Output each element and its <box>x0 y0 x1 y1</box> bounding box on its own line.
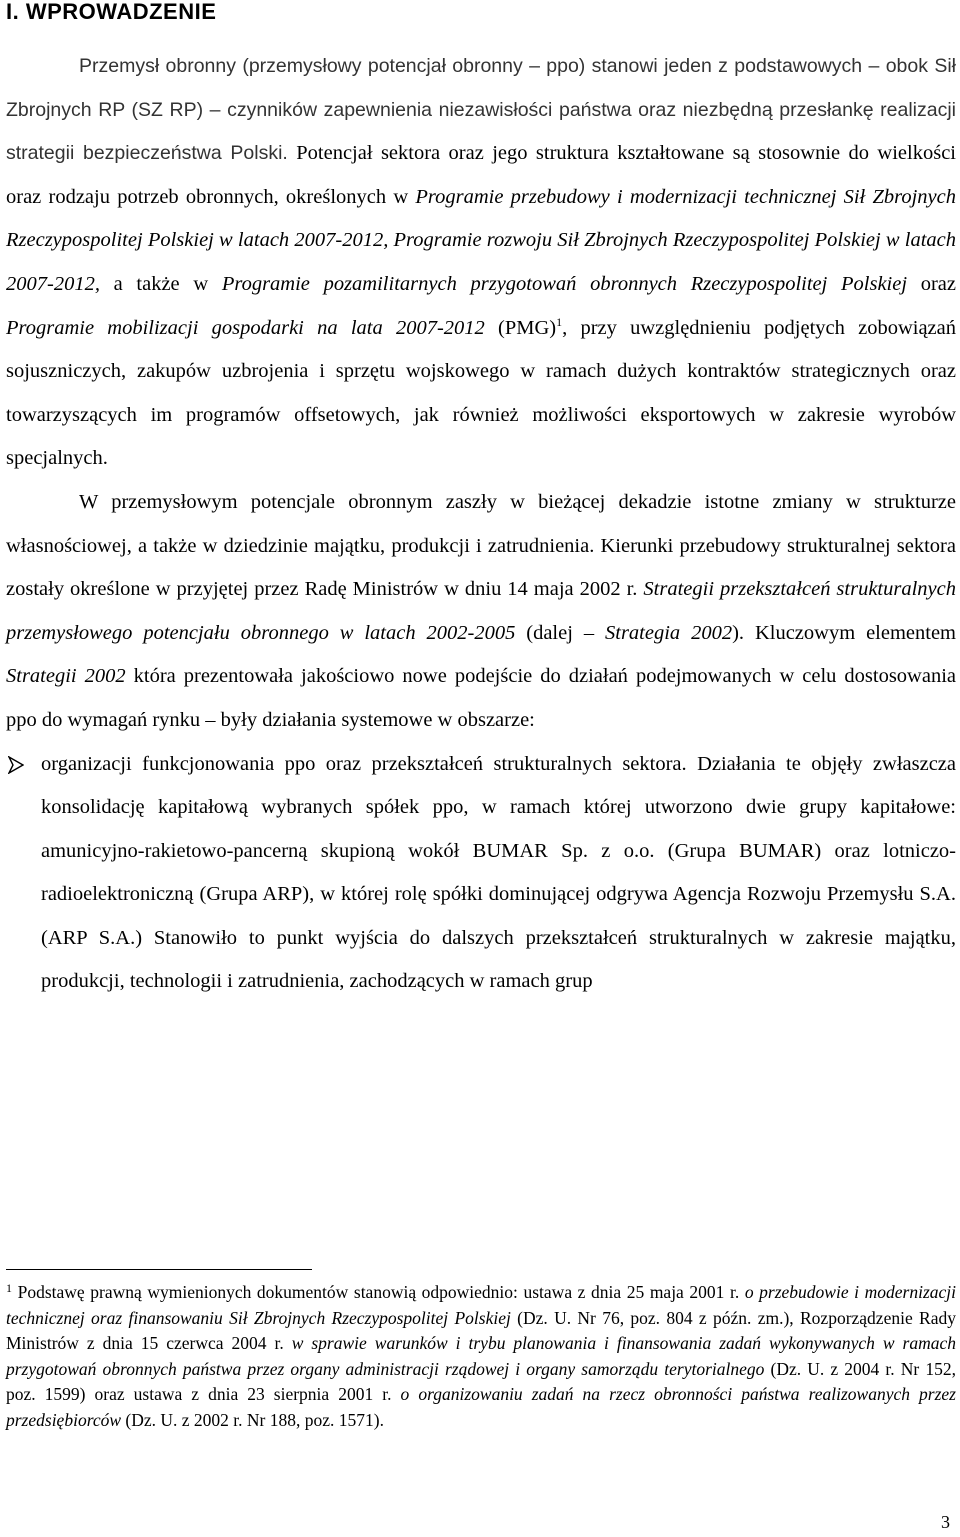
paragraph-1-sentence-1: Przemysł obronny (przemysłowy potencjał obronny – ppo) stanowi jeden z podstawowych – obok Sił Zbrojnych RP (SZ RP) – czynników zapewnienia niezawisłości państwa oraz niezbędną przesłankę realizacji strategii bezpieczeństwa Polski. <box>6 55 956 165</box>
footnote-separator <box>6 1269 312 1270</box>
footnote-number: 1 <box>6 1281 12 1295</box>
list-item-text: organizacji funkcjonowania ppo oraz przekształceń strukturalnych sektora. Działania te objęły zwłaszcza konsolidację kapitałową wybranych spółek ppo, w ramach której utworzono dwie grupy kapitałowe: amunicyjno-rakietowo-pancerną skupioną wokół BUMAR Sp. z o.o. (Grupa BUMAR) oraz lotniczo-radioelektroniczną (Grupa ARP), w której rolę spółki dominującej odgrywa Agencja Rozwoju Przemysłu S.A. (ARP S.A.) Stanowiło to punkt wyjścia do dalszych przekształceń strukturalnych w zakresie majątku, produkcji, technologii i zatrudnienia, zachodzących w ramach grup <box>41 752 956 993</box>
paragraph-2: W przemysłowym potencjale obronnym zaszły w bieżącej dekadzie istotne zmiany w strukturze własnościowej, a także w dziedzinie majątku, produkcji i zatrudnienia. Kierunki przebudowy strukturalnej sektora zostały określone w przyjętej przez Radę Ministrów w dniu 14 maja 2002 r. Strategii przekształceń strukturalnych przemysłowego potencjału obronnego w latach 2002-2005 (dalej – Strategia 2002). Kluczowym elementem Strategii 2002 która prezentowała jakościowo nowe podejście do działań podejmowanych w celu dostosowania ppo do wymagań rynku – były działania systemowe w obszarze: <box>6 490 957 731</box>
list-item <box>6 743 956 1005</box>
bullet-list <box>6 743 956 1005</box>
footnote: $^1$ Podstawę prawną wymienionych dokumentów stanowią odpowiednio: ustawa z dnia 25 maja 2001 r. o przebudowie i modernizacji technicznej oraz finansowaniu Sił Zbrojnych Rzeczypospolitej Polskiej (Dz. U. Nr 76, poz. 804 z późn. zm.), Rozporządzenie Rady Ministrów z dnia 15 czerwca 2004 r. w sprawie warunków i trybu planowania i finansowania zadań wykonywanych w ramach przygotowań obronnych państwa przez organy administracji rządowej i organy samorządu terytorialnego (Dz. U. z 2004 r. Nr 152, poz. 1599) oraz ustawa z dnia 23 sierpnia 2001 r. o organizowaniu zadań na rzecz obronności państwa realizowanych przez przedsiębiorców (Dz. U. z 2002 r. Nr 188, poz. 1571). <box>6 1281 957 1430</box>
paragraph-1: Przemysł obronny (przemysłowy potencjał obronny – ppo) stanowi jeden z podstawowych – obok Sił Zbrojnych RP (SZ RP) – czynników zapewnienia niezawisłości państwa oraz niezbędną przesłankę realizacji strategii bezpieczeństwa Polski. Potencjał sektora oraz jego struktura kształtowane są stosownie do wielkości oraz rodzaju potrzeb obronnych, określonych w Programie przebudowy i modernizacji technicznej Sił Zbrojnych Rzeczypospolitej Polskiej w latach 2007-2012, Programie rozwoju Sił Zbrojnych Rzeczypospolitej Polskiej w latach 2007-2012, a także w Programie pozamilitarnych przygotowań obronnych Rzeczypospolitej Polskiej oraz Programie mobilizacji gospodarki na lata 2007-2012 (PMG)$^1$, przy uwzględnieniu podjętych zobowiązań sojuszniczych, zakupów uzbrojenia i sprzętu wojskowego w ramach dużych kontraktów strategicznych oraz towarzyszących im programów offsetowych, jak również możliwości eksportowych w zakresie wyrobów specjalnych. <box>6 55 957 470</box>
body-text <box>6 45 956 1004</box>
arrow-bullet-icon <box>8 756 24 774</box>
section-heading: I. WPROWADZENIE <box>6 0 217 24</box>
page-number: 3 <box>941 1512 950 1532</box>
footnote-reference[interactable]: 1 <box>556 314 563 329</box>
